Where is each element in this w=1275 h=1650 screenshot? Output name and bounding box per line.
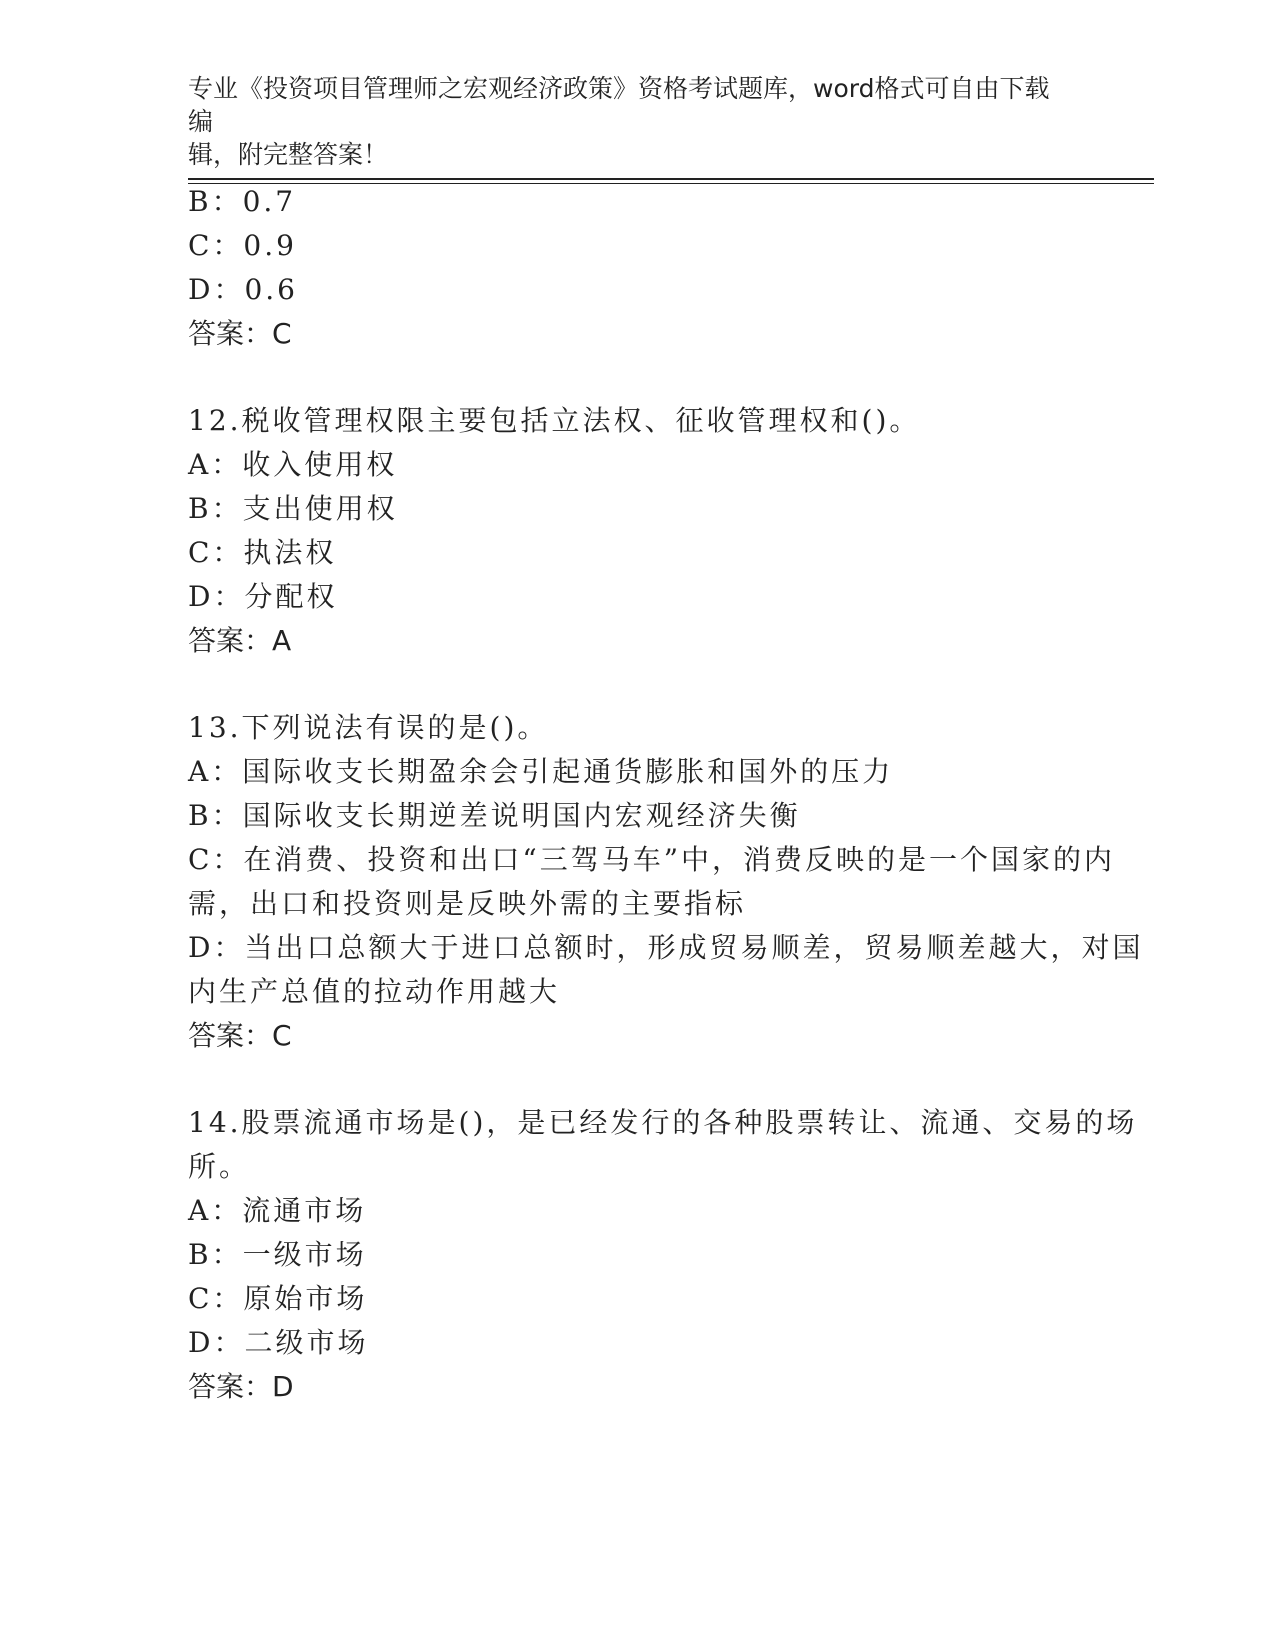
answer-line: 答案：C: [188, 1019, 292, 1052]
answer-line: 答案：A: [188, 624, 292, 657]
option-a: A：国际收支长期盈余会引起通货膨胀和国外的压力: [188, 755, 894, 788]
option-d-continued: 内生产总值的拉动作用越大: [188, 975, 561, 1008]
option-b: B：一级市场: [188, 1238, 367, 1271]
option-d: D：当出口总额大于进口总额时，形成贸易顺差，贸易顺差越大，对国: [188, 931, 1144, 964]
question-stem: 12.税收管理权限主要包括立法权、征收管理权和()。: [188, 404, 921, 437]
option-c-continued: 需，出口和投资则是反映外需的主要指标: [188, 887, 747, 920]
option-c: C：在消费、投资和出口“三驾马车”中，消费反映的是一个国家的内: [188, 843, 1116, 876]
option-a: A：收入使用权: [188, 448, 398, 481]
header-line-1: 专业《投资项目管理师之宏观经济政策》资格考试题库，word格式可自由下载编: [188, 74, 1050, 136]
document-header: [188, 72, 1068, 171]
header-rule-thick: [188, 178, 1154, 180]
question-stem: 13.下列说法有误的是()。: [188, 711, 549, 744]
option-a: A：流通市场: [188, 1194, 367, 1227]
option-b: B：支出使用权: [188, 492, 398, 525]
header-line-2: 辑，附完整答案！: [188, 140, 389, 169]
option-d: D：分配权: [188, 580, 338, 613]
option-c: C：0.9: [188, 229, 297, 262]
option-d: D：二级市场: [188, 1326, 369, 1359]
question-stem-continued: 所。: [188, 1150, 251, 1183]
answer-line: 答案：D: [188, 1370, 294, 1403]
answer-line: 答案：C: [188, 317, 292, 350]
option-b: B：0.7: [188, 185, 297, 218]
option-d: D：0.6: [188, 273, 298, 306]
question-stem: 14.股票流通市场是()，是已经发行的各种股票转让、流通、交易的场: [188, 1106, 1138, 1139]
option-c: C：执法权: [188, 536, 337, 569]
option-b: B：国际收支长期逆差说明国内宏观经济失衡: [188, 799, 801, 832]
option-c: C：原始市场: [188, 1282, 368, 1315]
